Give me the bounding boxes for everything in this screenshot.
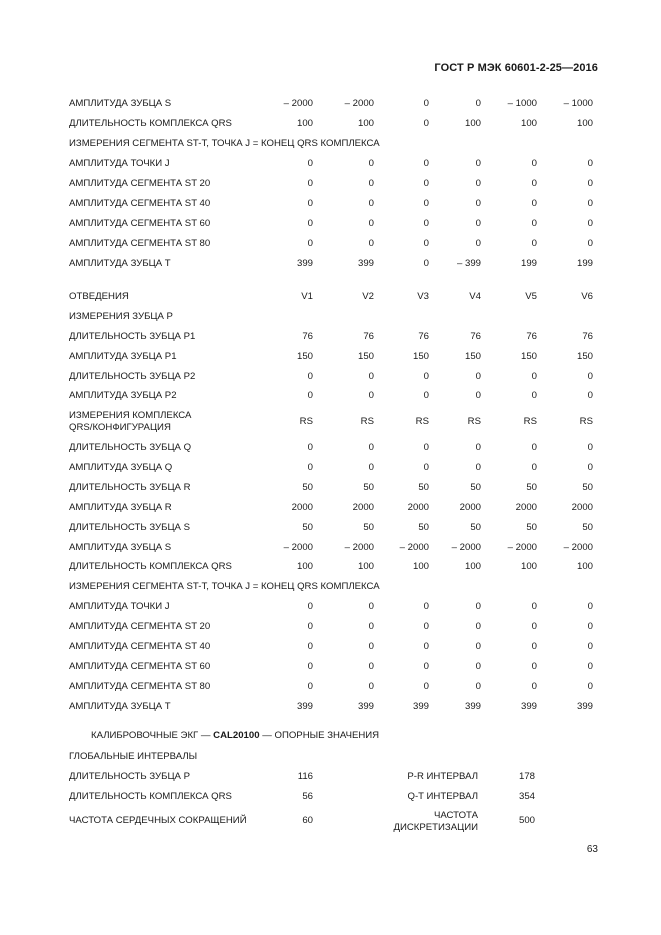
cell-value: 76 xyxy=(582,331,593,342)
cell-value: RS xyxy=(579,416,593,427)
cell-value: 100 xyxy=(357,118,374,129)
table-row xyxy=(0,347,661,367)
cell-value: 0 xyxy=(475,462,481,473)
section-title xyxy=(0,134,661,154)
cell-value: 0 xyxy=(423,462,429,473)
table-row xyxy=(0,498,661,518)
table-row xyxy=(0,194,661,214)
calibration-title xyxy=(0,726,661,746)
calibration-title-prefix: КАЛИБРОВОЧНЫЕ ЭКГ — xyxy=(91,730,214,741)
table-row xyxy=(0,810,661,838)
row-label-line: ЧАСТОТА xyxy=(433,810,478,821)
section-title-text: ИЗМЕРЕНИЯ ЗУБЦА P xyxy=(69,311,173,322)
cell-value: 0 xyxy=(423,621,429,632)
cell-value: RS xyxy=(467,416,481,427)
cell-value: – 399 xyxy=(456,258,481,269)
cell-value: 0 xyxy=(423,158,429,169)
cell-value: 0 xyxy=(307,442,313,453)
cell-value: 0 xyxy=(307,621,313,632)
row-label: Q-T ИНТЕРВАЛ xyxy=(407,791,478,802)
table-row xyxy=(0,657,661,677)
cell-value: 2000 xyxy=(515,502,537,513)
cell-value: 0 xyxy=(475,198,481,209)
cell-value: 399 xyxy=(412,701,429,712)
cell-value: 0 xyxy=(307,218,313,229)
cell-value: 0 xyxy=(475,158,481,169)
cell-value: 0 xyxy=(423,661,429,672)
cell-value: 0 xyxy=(531,371,537,382)
cell-value: 50 xyxy=(526,522,537,533)
row-label: ДЛИТЕЛЬНОСТЬ КОМПЛЕКСА QRS xyxy=(69,561,232,572)
cell-value: 76 xyxy=(526,331,537,342)
cell-value: 0 xyxy=(475,390,481,401)
row-label: АМПЛИТУДА СЕГМЕНТА ST 40 xyxy=(69,641,211,652)
row-label: АМПЛИТУДА ЗУБЦА P1 xyxy=(69,351,177,362)
cell-value: 0 xyxy=(423,218,429,229)
cell-value: 0 xyxy=(307,681,313,692)
cell-value: 150 xyxy=(520,351,537,362)
row-label: АМПЛИТУДА ЗУБЦА T xyxy=(69,701,171,712)
row-label: АМПЛИТУДА СЕГМЕНТА ST 20 xyxy=(69,178,211,189)
cell-value: 0 xyxy=(475,442,481,453)
row-label: ДЛИТЕЛЬНОСТЬ ЗУБЦА S xyxy=(69,522,190,533)
table-row xyxy=(0,174,661,194)
cell-value: 199 xyxy=(520,258,537,269)
row-label: АМПЛИТУДА ЗУБЦА S xyxy=(69,98,172,109)
cell-value: 0 xyxy=(307,158,313,169)
page-number: 63 xyxy=(586,844,598,855)
cell-value: 0 xyxy=(423,641,429,652)
cell-value: 0 xyxy=(531,661,537,672)
lead-header: V1 xyxy=(301,291,313,302)
cell-value: 0 xyxy=(531,198,537,209)
cell-value: 0 xyxy=(587,238,593,249)
cell-value: 0 xyxy=(368,238,374,249)
cell-value: 0 xyxy=(531,158,537,169)
cell-value: 50 xyxy=(418,522,429,533)
section-title-text: ГЛОБАЛЬНЫЕ ИНТЕРВАЛЫ xyxy=(69,751,198,762)
row-label: АМПЛИТУДА ТОЧКИ J xyxy=(69,601,170,612)
cell-value: 0 xyxy=(423,442,429,453)
row-label: ДЛИТЕЛЬНОСТЬ ЗУБЦА P1 xyxy=(69,331,196,342)
lead-header: V3 xyxy=(417,291,429,302)
cell-value: RS xyxy=(523,416,537,427)
table-row xyxy=(0,787,661,807)
cell-value: 100 xyxy=(576,561,593,572)
cell-value: 0 xyxy=(531,238,537,249)
cell-value: 399 xyxy=(464,701,481,712)
cell-value: 2000 xyxy=(459,502,481,513)
cell-value: 0 xyxy=(423,238,429,249)
cell-value: 0 xyxy=(307,238,313,249)
cell-value: 0 xyxy=(307,178,313,189)
row-label-line: QRS/КОНФИГУРАЦИЯ xyxy=(69,422,171,433)
cell-value: 0 xyxy=(587,371,593,382)
row-label: АМПЛИТУДА СЕГМЕНТА ST 40 xyxy=(69,198,211,209)
leads-header-row xyxy=(0,287,661,307)
cell-value: 0 xyxy=(307,641,313,652)
cell-value: 0 xyxy=(368,681,374,692)
cell-value: – 2000 xyxy=(344,542,374,553)
cell-value: 0 xyxy=(307,371,313,382)
cell-value: 0 xyxy=(475,371,481,382)
cell-value: 0 xyxy=(423,681,429,692)
table-row xyxy=(0,767,661,787)
cell-value: 100 xyxy=(520,561,537,572)
cell-value: 50 xyxy=(582,522,593,533)
lead-header: V5 xyxy=(525,291,537,302)
cell-value: 399 xyxy=(357,258,374,269)
cell-value: 0 xyxy=(368,601,374,612)
table-row xyxy=(0,214,661,234)
row-label: АМПЛИТУДА СЕГМЕНТА ST 80 xyxy=(69,238,211,249)
section-title xyxy=(0,307,661,327)
cell-value: 0 xyxy=(531,390,537,401)
cell-value: 0 xyxy=(587,462,593,473)
cell-value: 0 xyxy=(368,158,374,169)
cell-value: 50 xyxy=(418,482,429,493)
cell-value: 0 xyxy=(587,198,593,209)
cell-value: 0 xyxy=(368,641,374,652)
cell-value: 76 xyxy=(363,331,374,342)
table-row xyxy=(0,114,661,134)
cell-value: 178 xyxy=(518,771,535,782)
document-header: ГОСТ Р МЭК 60601-2-25—2016 xyxy=(434,62,598,74)
row-label: АМПЛИТУДА ЗУБЦА P2 xyxy=(69,390,177,401)
section-title-text: ИЗМЕРЕНИЯ СЕГМЕНТА ST-T, ТОЧКА J = КОНЕЦ QRS КОМПЛЕКСА xyxy=(69,138,380,149)
cell-value: 199 xyxy=(576,258,593,269)
cell-value: 0 xyxy=(475,681,481,692)
cell-value: 2000 xyxy=(571,502,593,513)
row-label: ДЛИТЕЛЬНОСТЬ КОМПЛЕКСА QRS xyxy=(69,791,232,802)
table-row xyxy=(0,234,661,254)
section-title xyxy=(0,747,661,767)
cell-value: 0 xyxy=(587,390,593,401)
cell-value: 2000 xyxy=(407,502,429,513)
cell-value: 0 xyxy=(368,390,374,401)
cell-value: 150 xyxy=(464,351,481,362)
cell-value: 100 xyxy=(357,561,374,572)
table-row xyxy=(0,458,661,478)
cell-value: 0 xyxy=(307,661,313,672)
cell-value: 354 xyxy=(518,791,535,802)
table-row xyxy=(0,409,661,435)
table-row xyxy=(0,697,661,717)
row-label: АМПЛИТУДА ЗУБЦА T xyxy=(69,258,171,269)
section-title-text: ИЗМЕРЕНИЯ СЕГМЕНТА ST-T, ТОЧКА J = КОНЕЦ QRS КОМПЛЕКСА xyxy=(69,581,380,592)
cell-value: 0 xyxy=(475,98,481,109)
cell-value: RS xyxy=(299,416,313,427)
row-label: ДЛИТЕЛЬНОСТЬ ЗУБЦА Q xyxy=(69,442,192,453)
cell-value: 399 xyxy=(576,701,593,712)
cell-value: 0 xyxy=(307,390,313,401)
lead-header: V6 xyxy=(581,291,593,302)
cell-value: – 1000 xyxy=(563,98,593,109)
calibration-title-text xyxy=(91,726,379,746)
cell-value: 0 xyxy=(531,641,537,652)
table-row xyxy=(0,367,661,387)
row-label: АМПЛИТУДА ЗУБЦА S xyxy=(69,542,172,553)
row-label-line: ИЗМЕРЕНИЯ КОМПЛЕКСА xyxy=(69,410,192,421)
cell-value: 50 xyxy=(526,482,537,493)
row-label: АМПЛИТУДА СЕГМЕНТА ST 60 xyxy=(69,661,211,672)
cell-value: 0 xyxy=(307,198,313,209)
cell-value: 76 xyxy=(302,331,313,342)
cell-value: 0 xyxy=(587,601,593,612)
table-row xyxy=(0,478,661,498)
cell-value: 0 xyxy=(423,198,429,209)
row-label-line: ДИСКРЕТИЗАЦИИ xyxy=(393,822,478,833)
cell-value: 0 xyxy=(475,218,481,229)
cell-value: 100 xyxy=(464,561,481,572)
table-row xyxy=(0,677,661,697)
cell-value: 0 xyxy=(587,681,593,692)
cell-value: 0 xyxy=(423,178,429,189)
cell-value: 100 xyxy=(412,561,429,572)
cell-value: 100 xyxy=(464,118,481,129)
cell-value: 0 xyxy=(368,621,374,632)
cell-value: 0 xyxy=(531,442,537,453)
cell-value: 0 xyxy=(423,118,429,129)
cell-value: 0 xyxy=(368,371,374,382)
row-label xyxy=(69,410,191,434)
cell-value: 399 xyxy=(296,258,313,269)
cell-value: 0 xyxy=(368,442,374,453)
cell-value: 50 xyxy=(363,522,374,533)
cell-value: 0 xyxy=(307,462,313,473)
cell-value: 100 xyxy=(520,118,537,129)
cell-value: 50 xyxy=(582,482,593,493)
lead-header: V2 xyxy=(362,291,374,302)
row-label: АМПЛИТУДА ЗУБЦА R xyxy=(69,502,172,513)
cell-value: 0 xyxy=(587,661,593,672)
cell-value: 399 xyxy=(296,701,313,712)
cell-value: 150 xyxy=(576,351,593,362)
cell-value: RS xyxy=(360,416,374,427)
table-row xyxy=(0,254,661,274)
row-label: P-R ИНТЕРВАЛ xyxy=(407,771,478,782)
table-row xyxy=(0,637,661,657)
cell-value: 0 xyxy=(587,442,593,453)
cell-value: 100 xyxy=(576,118,593,129)
row-label: АМПЛИТУДА СЕГМЕНТА ST 80 xyxy=(69,681,211,692)
cell-value: 0 xyxy=(368,178,374,189)
table-row xyxy=(0,327,661,347)
cell-value: 0 xyxy=(587,178,593,189)
cell-value: 0 xyxy=(531,218,537,229)
lead-header: V4 xyxy=(469,291,481,302)
cell-value: 0 xyxy=(587,158,593,169)
cell-value: 0 xyxy=(587,621,593,632)
table-row xyxy=(0,597,661,617)
table-row xyxy=(0,94,661,114)
cell-value: – 2000 xyxy=(283,98,313,109)
cell-value: 50 xyxy=(302,522,313,533)
cell-value: 56 xyxy=(302,791,313,802)
cell-value: 0 xyxy=(307,601,313,612)
table-row xyxy=(0,154,661,174)
cell-value: 50 xyxy=(302,482,313,493)
cell-value: 0 xyxy=(475,641,481,652)
cell-value: 50 xyxy=(470,482,481,493)
cell-value: 100 xyxy=(296,118,313,129)
section-title xyxy=(0,577,661,597)
row-label xyxy=(393,810,478,834)
table-row xyxy=(0,386,661,406)
cell-value: 0 xyxy=(423,98,429,109)
cell-value: – 2000 xyxy=(283,542,313,553)
cell-value: 0 xyxy=(531,681,537,692)
row-label: ДЛИТЕЛЬНОСТЬ ЗУБЦА P xyxy=(69,771,190,782)
cell-value: 0 xyxy=(475,238,481,249)
cell-value: 100 xyxy=(296,561,313,572)
cell-value: 0 xyxy=(475,661,481,672)
row-label: ЧАСТОТА СЕРДЕЧНЫХ СОКРАЩЕНИЙ xyxy=(69,815,247,826)
cell-value: – 2000 xyxy=(507,542,537,553)
table-row xyxy=(0,518,661,538)
row-label: ДЛИТЕЛЬНОСТЬ ЗУБЦА R xyxy=(69,482,191,493)
cell-value: – 1000 xyxy=(507,98,537,109)
cell-value: – 2000 xyxy=(563,542,593,553)
cell-value: 150 xyxy=(357,351,374,362)
cell-value: 0 xyxy=(531,601,537,612)
cell-value: RS xyxy=(415,416,429,427)
cell-value: 0 xyxy=(531,621,537,632)
calibration-title-suffix: — ОПОРНЫЕ ЗНАЧЕНИЯ xyxy=(259,730,380,741)
table-row xyxy=(0,617,661,637)
cell-value: 0 xyxy=(368,462,374,473)
table-row xyxy=(0,538,661,558)
cell-value: 0 xyxy=(475,601,481,612)
cell-value: 399 xyxy=(520,701,537,712)
cell-value: 76 xyxy=(418,331,429,342)
cell-value: 399 xyxy=(357,701,374,712)
row-label: АМПЛИТУДА ТОЧКИ J xyxy=(69,158,170,169)
cell-value: 0 xyxy=(475,178,481,189)
row-label: АМПЛИТУДА СЕГМЕНТА ST 60 xyxy=(69,218,211,229)
cell-value: 0 xyxy=(368,661,374,672)
cell-value: 2000 xyxy=(291,502,313,513)
cell-value: 0 xyxy=(368,218,374,229)
leads-label: ОТВЕДЕНИЯ xyxy=(69,291,129,302)
cell-value: 50 xyxy=(363,482,374,493)
cell-value: 50 xyxy=(470,522,481,533)
cell-value: 0 xyxy=(587,641,593,652)
row-label: ДЛИТЕЛЬНОСТЬ ЗУБЦА P2 xyxy=(69,371,196,382)
row-label: АМПЛИТУДА СЕГМЕНТА ST 20 xyxy=(69,621,211,632)
cell-value: 0 xyxy=(423,390,429,401)
cell-value: 0 xyxy=(423,601,429,612)
cell-value: 0 xyxy=(368,198,374,209)
cell-value: 0 xyxy=(587,218,593,229)
cell-value: 116 xyxy=(297,771,313,782)
cell-value: 60 xyxy=(302,815,313,826)
calibration-code: CAL20100 xyxy=(213,730,260,741)
cell-value: 0 xyxy=(423,258,429,269)
row-label: АМПЛИТУДА ЗУБЦА Q xyxy=(69,462,173,473)
cell-value: – 2000 xyxy=(451,542,481,553)
cell-value: 150 xyxy=(296,351,313,362)
table-row xyxy=(0,438,661,458)
cell-value: 150 xyxy=(412,351,429,362)
cell-value: 0 xyxy=(531,462,537,473)
cell-value: 2000 xyxy=(352,502,374,513)
cell-value: 0 xyxy=(531,178,537,189)
cell-value: 0 xyxy=(475,621,481,632)
row-label: ДЛИТЕЛЬНОСТЬ КОМПЛЕКСА QRS xyxy=(69,118,232,129)
table-row xyxy=(0,557,661,577)
cell-value: – 2000 xyxy=(399,542,429,553)
cell-value: 500 xyxy=(518,815,535,826)
cell-value: 76 xyxy=(470,331,481,342)
cell-value: – 2000 xyxy=(344,98,374,109)
cell-value: 0 xyxy=(423,371,429,382)
